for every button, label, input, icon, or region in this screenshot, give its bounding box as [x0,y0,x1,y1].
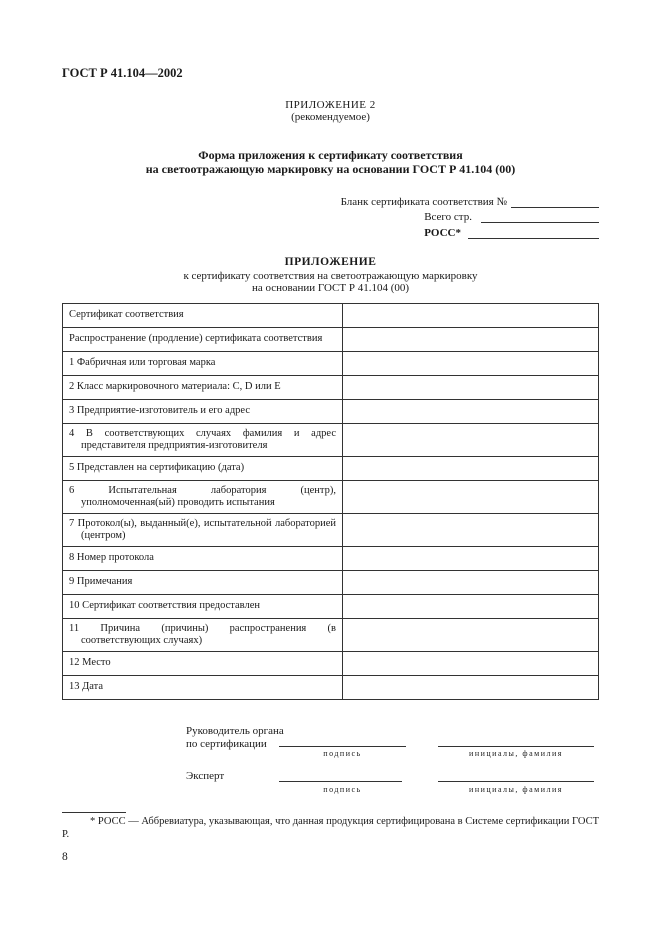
row-label [63,514,343,547]
row-label-text: 4 В соответствующих случаях фамилия и адрес представителя предприятия-изготовителя [69,427,337,451]
row-label [63,595,343,619]
page-number: 8 [62,851,68,863]
row-label-text: 2 Класс маркировочного материала: С, D или E [69,381,281,393]
row-label-text: Распространение (продление) сертификата соответствия [69,333,323,345]
form-title-line-2: на светоотражающую маркировку на основании ГОСТ Р 41.104 (00) [145,162,516,176]
row-label-text: 9 Примечания [69,576,133,588]
table-row [63,481,599,514]
row-label [63,424,343,457]
total-pages-line[interactable] [481,212,599,223]
row-label-text: 13 Дата [69,681,104,693]
head-initials-caption: инициалы, фамилия [469,749,563,758]
row-label-text: 10 Сертификат соответствия предоставлен [69,600,260,612]
row-label [63,457,343,481]
table-row [63,595,599,619]
row-value[interactable] [343,619,599,652]
table-row [63,400,599,424]
ross-line[interactable] [468,228,599,239]
cert-blank-number-line[interactable] [511,197,599,208]
expert-signature-caption: подпись [323,785,362,794]
table-row [63,571,599,595]
appendix-subtitle-2: на основании ГОСТ Р 41.104 (00) [251,282,410,294]
head-initials-line[interactable] [438,745,594,747]
form-title-line-1: Форма приложения к сертификату соответствия [198,148,463,162]
row-label [63,304,343,328]
row-value[interactable] [343,481,599,514]
row-label-text: 3 Предприятие-изготовитель и его адрес [69,405,251,417]
ross-row [341,223,599,239]
row-label-text: 6 Испытательная лаборатория (центр), уполномоченная(ый) проводить испытания [69,484,337,508]
ross-label: РОСС* [424,226,461,239]
row-value[interactable] [343,457,599,481]
head-signature-caption: подпись [323,749,362,758]
row-label [63,652,343,676]
row-value[interactable] [343,400,599,424]
table-row [63,676,599,700]
row-value[interactable] [343,652,599,676]
row-label [63,619,343,652]
annex-status: (рекомендуемое) [291,111,370,123]
table-row [63,376,599,400]
table-row [63,352,599,376]
total-pages-label: Всего стр. [424,211,472,223]
head-of-body-label-2: по сертификации [186,738,267,750]
appendix-subtitle-1: к сертификату соответствия на светоотражающую маркировку [183,270,478,282]
expert-initials-line[interactable] [438,780,594,782]
cert-blank-number-row [341,192,599,208]
table-row [63,547,599,571]
certificate-blank-fields [341,192,599,239]
expert-initials-caption: инициалы, фамилия [469,785,563,794]
row-value[interactable] [343,547,599,571]
certificate-appendix-table [62,303,599,700]
table-row [63,424,599,457]
row-label [63,481,343,514]
row-label [63,328,343,352]
footnote-rule [62,812,126,813]
row-value[interactable] [343,352,599,376]
row-value[interactable] [343,304,599,328]
cert-blank-label: Бланк сертификата соответствия № [340,195,507,208]
row-label [63,352,343,376]
appendix-title: ПРИЛОЖЕНИЕ [284,256,377,268]
row-label [63,400,343,424]
document-code: ГОСТ Р 41.104—2002 [62,66,183,80]
row-label [63,547,343,571]
row-label-text: 5 Представлен на сертификацию (дата) [69,462,245,474]
total-pages-row [341,208,599,224]
row-label [63,676,343,700]
row-value[interactable] [343,676,599,700]
row-label [63,376,343,400]
row-label-text: 8 Номер протокола [69,552,154,564]
row-label-text: 12 Место [69,657,111,669]
row-value[interactable] [343,571,599,595]
row-label-text: 1 Фабричная или торговая марка [69,357,216,369]
row-value[interactable] [343,424,599,457]
row-label-text: 11 Причина (причины) распространения (в соответствующих случаях) [69,622,337,646]
row-label-text: 7 Протокол(ы), выданный(е), испытательной лабораторией (центром) [69,517,337,541]
row-value[interactable] [343,328,599,352]
head-signature-line[interactable] [279,745,406,747]
table-row [63,652,599,676]
row-label [63,571,343,595]
annex-title: ПРИЛОЖЕНИЕ 2 [285,99,376,111]
table-row [63,328,599,352]
table-row [63,619,599,652]
head-of-body-label-1: Руководитель органа [186,725,284,737]
table-row [63,304,599,328]
table-row [63,457,599,481]
footnote: * РОСС — Аббревиатура, указывающая, что данная продукция сертифицирована в Системе сертификации ГОСТ Р. [62,816,599,840]
expert-label: Эксперт [186,770,225,782]
row-value[interactable] [343,376,599,400]
table-row [63,514,599,547]
row-label-text: Сертификат соответствия [69,309,184,321]
row-value[interactable] [343,595,599,619]
expert-signature-line[interactable] [279,780,402,782]
row-value[interactable] [343,514,599,547]
